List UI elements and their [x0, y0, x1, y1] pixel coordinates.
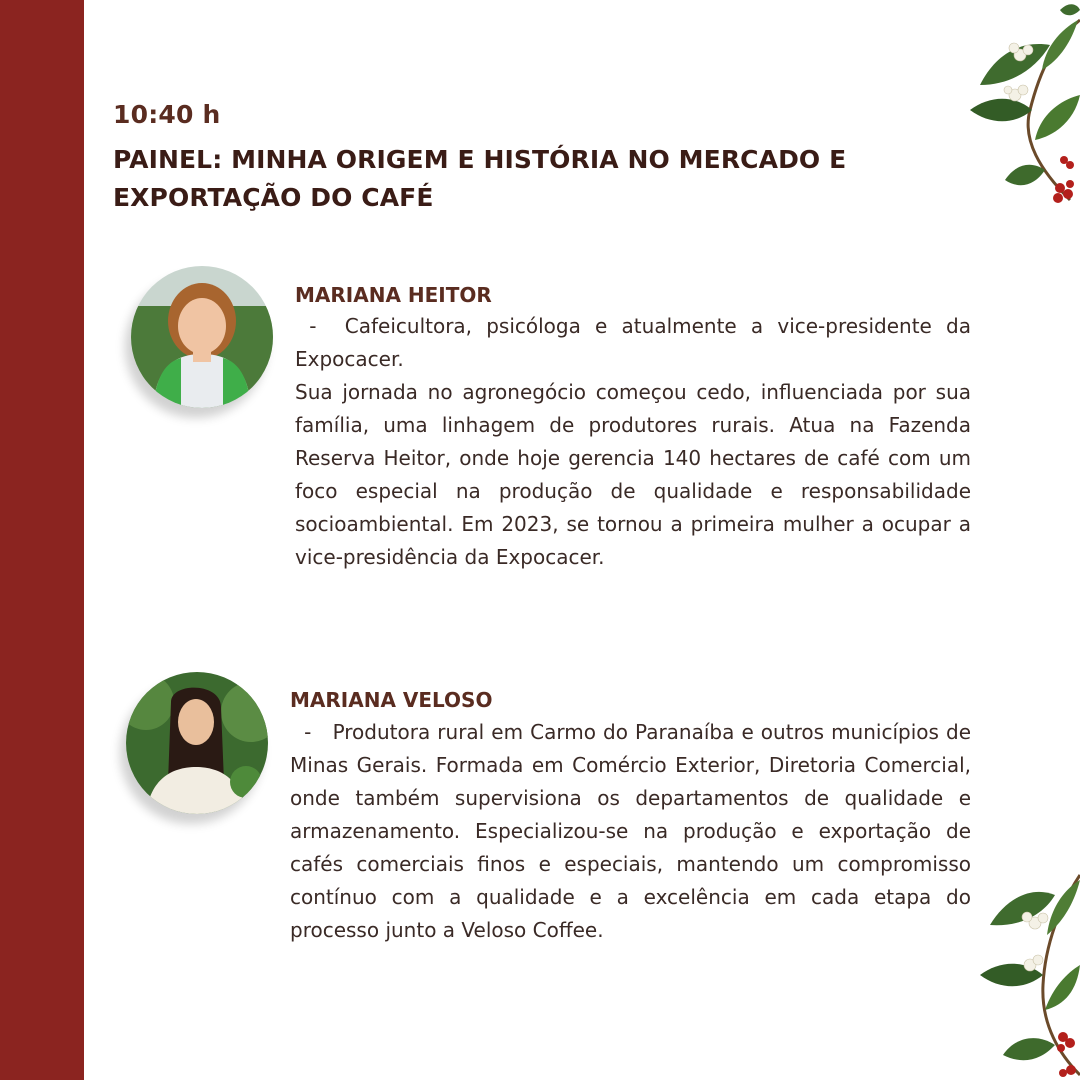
side-color-bar [0, 0, 84, 1080]
speaker-name: MARIANA VELOSO [290, 688, 493, 712]
coffee-branch-bottom-icon [975, 865, 1080, 1080]
avatar [131, 266, 273, 408]
avatar [126, 672, 268, 814]
speaker-name: MARIANA HEITOR [295, 283, 492, 307]
session-time: 10:40 h [113, 100, 221, 129]
speaker-bio [295, 310, 978, 574]
coffee-branch-top-icon [960, 0, 1080, 215]
bio-paragraph: Sua jornada no agronegócio começou cedo, influenciada por sua família, uma linhagem de produtores rurais. Atua na Fazenda Reserva Heitor, onde hoje gerencia 140 hectares de café com um foco especial na produção de qualidade e responsabilidade socioambiental. Em 2023, se tornou a primeira mulher a ocupar a vice-presidência da Expocacer. [295, 380, 971, 569]
panel-title: PAINEL: MINHA ORIGEM E HISTÓRIA NO MERCADO E EXPORTAÇÃO DO CAFÉ [113, 145, 847, 212]
bio-paragraph: - Produtora rural em Carmo do Paranaíba e outros municípios de Minas Gerais. Formada em Comércio Exterior, Diretoria Comercial, onde também supervisiona os departamentos de qualidade e armazenamento. Especializou-se na produção e exportação de cafés comerciais finos e especiais, mantendo um compromisso contínuo com a qualidade e a excelência em cada etapa do processo junto a Veloso Coffee. [290, 720, 978, 942]
speaker-bio [290, 716, 978, 947]
bio-paragraph: - Cafeicultora, psicóloga e atualmente a vice-presidente da Expocacer. [295, 314, 978, 371]
